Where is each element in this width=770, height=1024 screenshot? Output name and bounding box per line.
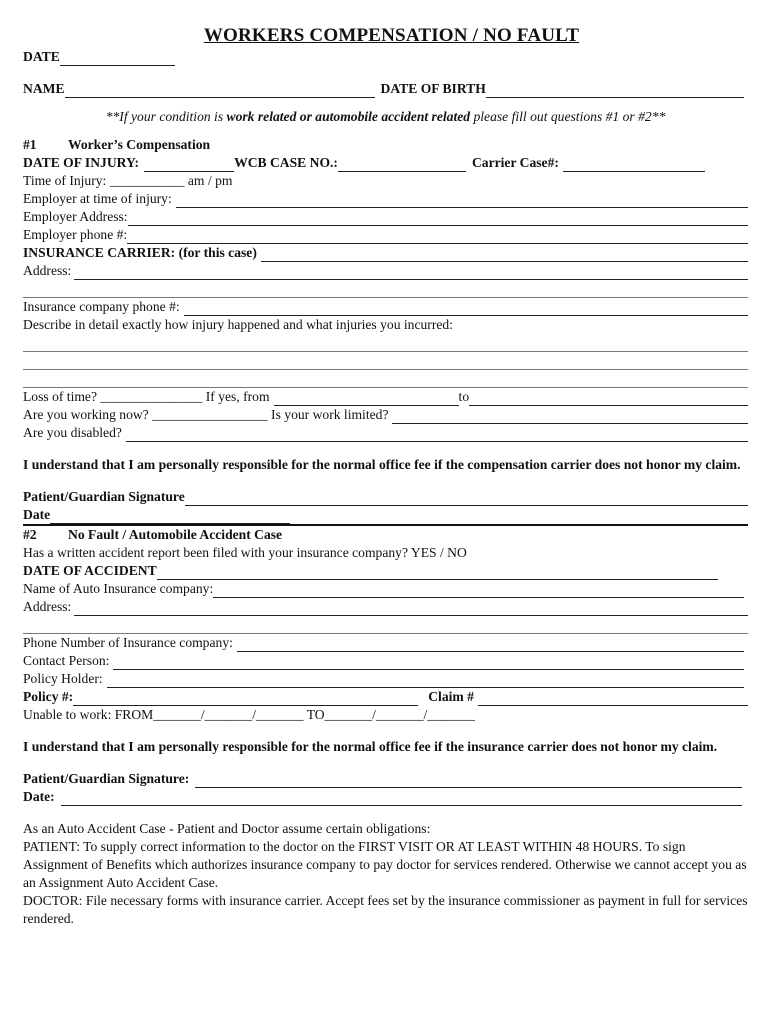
- section2-signature-row: [23, 770, 748, 788]
- section1-date-row: [23, 506, 748, 526]
- employer-address-row: [23, 208, 748, 226]
- wcb-field[interactable]: [338, 158, 466, 172]
- loss-to-label: to: [458, 389, 470, 404]
- dob-field[interactable]: [486, 84, 744, 98]
- section1-title: Worker’s Compensation: [68, 137, 211, 152]
- dob-label: DATE OF BIRTH: [380, 81, 486, 96]
- describe-line-1[interactable]: [23, 334, 748, 352]
- form-title: WORKERS COMPENSATION / NO FAULT: [203, 25, 580, 46]
- accident-report-question[interactable]: Has a written accident report been filed with your insurance company? YES / NO: [23, 545, 467, 560]
- insurance-phone-field[interactable]: [184, 302, 748, 316]
- section2-title: No Fault / Automobile Accident Case: [68, 527, 283, 542]
- policy-holder-label: Policy Holder:: [23, 671, 103, 686]
- carrier-address-label: Address:: [23, 263, 72, 278]
- working-now-row: [23, 406, 748, 424]
- section1-heading: [23, 136, 748, 154]
- auto-address-row: [23, 598, 748, 616]
- section1-date-field[interactable]: [50, 510, 290, 524]
- obligations-intro: As an Auto Accident Case - Patient and Doctor assume certain obligations:: [23, 821, 431, 836]
- insurance-phone-number-label: Phone Number of Insurance company:: [23, 635, 233, 650]
- employer-address-field[interactable]: [128, 212, 748, 226]
- section2-responsibility-statement: I understand that I am personally responsible for the normal office fee if the insurance carrier does not honor my claim.: [23, 739, 718, 754]
- section1-number: #1: [23, 137, 37, 152]
- insurance-carrier-label: INSURANCE CARRIER: (for this case): [23, 245, 257, 260]
- date-label: DATE: [23, 49, 60, 64]
- insurance-carrier-field[interactable]: [261, 248, 748, 262]
- section2-date-row: [23, 788, 748, 806]
- policy-holder-field[interactable]: [107, 674, 744, 688]
- section2-date-field[interactable]: [61, 792, 742, 806]
- date-of-accident-label: DATE OF ACCIDENT: [23, 563, 157, 578]
- section2-heading: [23, 526, 748, 544]
- insurance-carrier-row: [23, 244, 748, 262]
- disabled-label: Are you disabled?: [23, 425, 122, 440]
- contact-person-row: [23, 652, 748, 670]
- section1-signature-label: Patient/Guardian Signature: [23, 489, 185, 504]
- accident-report-row: [23, 544, 748, 562]
- doi-field[interactable]: [144, 158, 234, 172]
- section1-date-label: Date: [23, 507, 51, 522]
- policy-number-label: Policy #:: [23, 689, 74, 704]
- auto-insurance-row: [23, 580, 748, 598]
- working-now-label[interactable]: Are you working now? _________________ Is your work limited?: [23, 407, 389, 422]
- claim-number-label: Claim #: [428, 689, 474, 704]
- auto-address-field[interactable]: [74, 602, 748, 616]
- doi-label: DATE OF INJURY:: [23, 155, 140, 170]
- employer-row: [23, 190, 748, 208]
- section2-signature-field[interactable]: [195, 774, 742, 788]
- name-label: NAME: [23, 81, 65, 96]
- work-limited-field[interactable]: [392, 410, 748, 424]
- section1-responsibility-statement: I understand that I am personally responsible for the normal office fee if the compensation carrier does not honor my claim.: [23, 457, 741, 472]
- carrier-case-field[interactable]: [563, 158, 705, 172]
- employer-phone-field[interactable]: [127, 230, 748, 244]
- section1-signature-field[interactable]: [185, 492, 748, 506]
- auto-address-line-2[interactable]: [23, 616, 748, 634]
- loss-from-field[interactable]: [274, 392, 459, 406]
- disabled-row: [23, 424, 748, 442]
- disabled-field[interactable]: [126, 428, 748, 442]
- employer-field[interactable]: [176, 194, 748, 208]
- unable-to-work-row: [23, 706, 748, 724]
- date-row: [23, 48, 748, 66]
- claim-number-field[interactable]: [478, 692, 748, 706]
- name-field[interactable]: [65, 84, 375, 98]
- name-dob-row: [23, 80, 748, 98]
- employer-label: Employer at time of injury:: [23, 191, 172, 206]
- wcb-label: WCB CASE NO.:: [234, 155, 338, 170]
- insurance-phone-label: Insurance company phone #:: [23, 299, 180, 314]
- describe-label: Describe in detail exactly how injury happened and what injuries you incurred:: [23, 317, 453, 332]
- note-text-pre: **If your condition is: [105, 109, 227, 124]
- date-of-accident-field[interactable]: [157, 566, 718, 580]
- section2-signature-label: Patient/Guardian Signature:: [23, 771, 190, 786]
- unable-to-work-label[interactable]: Unable to work: FROM_______/_______/_______ TO_______/_______/_______: [23, 707, 475, 722]
- carrier-address-row: [23, 262, 748, 280]
- describe-line-2[interactable]: [23, 352, 748, 370]
- describe-row: [23, 316, 748, 334]
- auto-insurance-label: Name of Auto Insurance company:: [23, 581, 214, 596]
- auto-insurance-field[interactable]: [213, 584, 744, 598]
- note-text-bold: work related or automobile accident related: [226, 109, 471, 124]
- employer-phone-label: Employer phone #:: [23, 227, 128, 242]
- policy-claim-row: [23, 688, 748, 706]
- employer-address-label: Employer Address:: [23, 209, 128, 224]
- section1-signature-row: [23, 488, 748, 506]
- section2-date-label: Date:: [23, 789, 55, 804]
- time-of-injury-label[interactable]: Time of Injury: ___________ am / pm: [23, 173, 233, 188]
- date-field[interactable]: [60, 52, 175, 66]
- insurance-phone-row: [23, 298, 748, 316]
- loss-of-time-label[interactable]: Loss of time? _______________ If yes, from: [23, 389, 270, 404]
- contact-person-field[interactable]: [113, 656, 744, 670]
- carrier-address-field[interactable]: [74, 266, 748, 280]
- carrier-address-line-2[interactable]: [23, 280, 748, 298]
- insurance-phone-number-field[interactable]: [237, 638, 744, 652]
- loss-of-time-row: [23, 388, 748, 406]
- carrier-case-label: Carrier Case#:: [471, 155, 559, 170]
- obligations-patient: PATIENT: To supply correct information to the doctor on the FIRST VISIT OR AT LEAST WITHIN 48 HOURS. To sign Assignment of Benefits which authorizes insurance company to pay doctor for services rendered. Otherwise we cannot accept you as an Assignment Auto Accident Case.: [23, 839, 747, 890]
- describe-line-3[interactable]: [23, 370, 748, 388]
- policy-holder-row: [23, 670, 748, 688]
- employer-phone-row: [23, 226, 748, 244]
- instructions-note: [23, 108, 748, 126]
- time-of-injury-row: [23, 172, 748, 190]
- policy-number-field[interactable]: [73, 692, 418, 706]
- contact-person-label: Contact Person:: [23, 653, 110, 668]
- section2-number: #2: [23, 527, 37, 542]
- insurance-phone-number-row: [23, 634, 748, 652]
- obligations-doctor: DOCTOR: File necessary forms with insurance carrier. Accept fees set by the insurance commissioner as payment in full for services rendered.: [23, 893, 748, 926]
- note-text-post: please fill out questions #1 or #2**: [470, 109, 666, 124]
- injury-case-row: [23, 154, 748, 172]
- date-of-accident-row: [23, 562, 748, 580]
- loss-to-field[interactable]: [469, 392, 748, 406]
- auto-address-label: Address:: [23, 599, 72, 614]
